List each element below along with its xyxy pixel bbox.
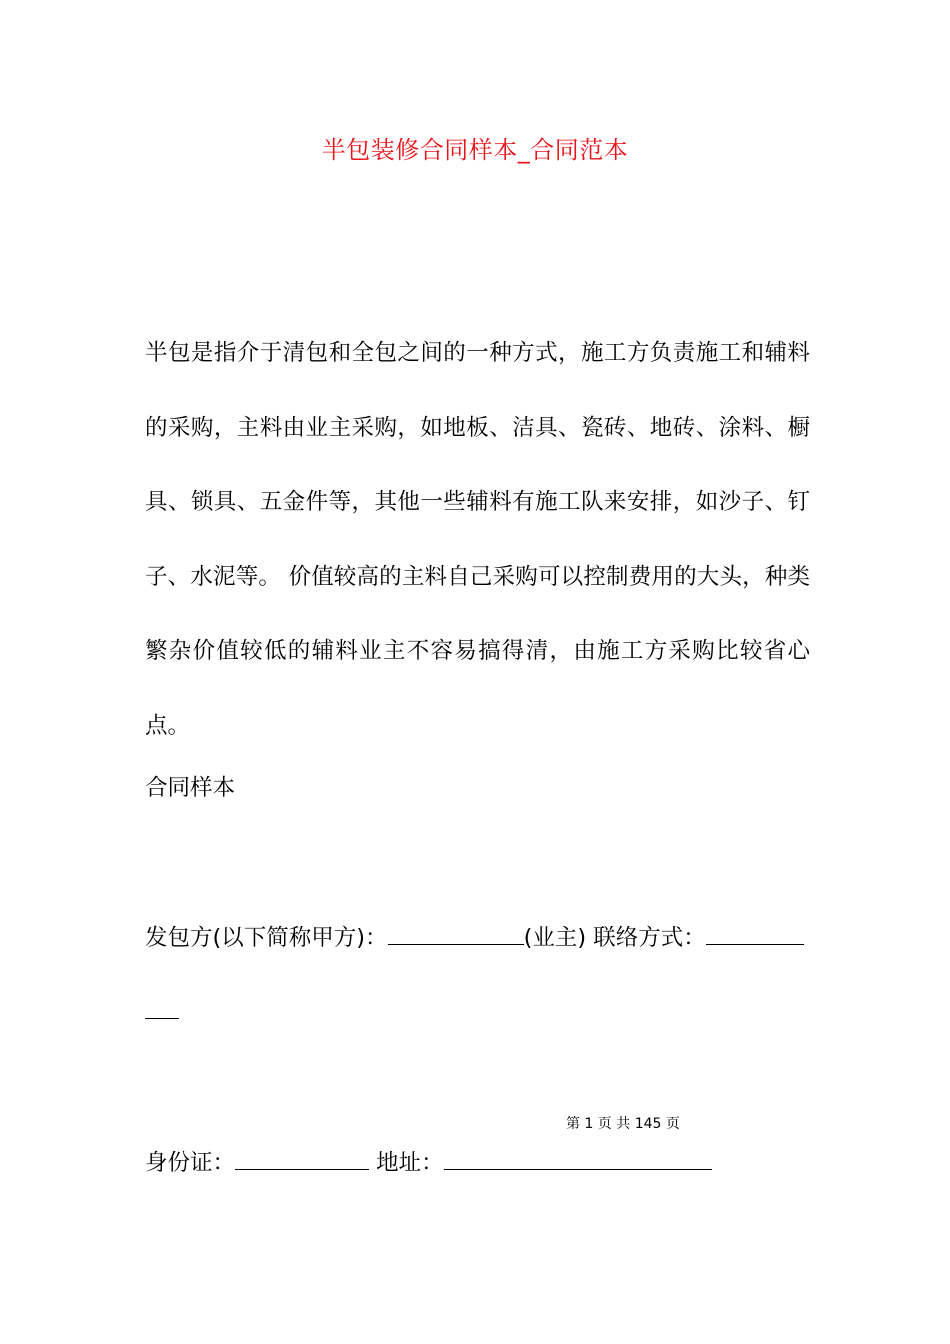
party-a-line (145, 918, 804, 956)
id-label: 身份证： (145, 1150, 236, 1176)
id-address-line (145, 1143, 712, 1181)
document-title: 半包装修合同样本_合同范本 (321, 136, 629, 164)
contact-blank[interactable] (706, 918, 804, 945)
contact-blank-continuation[interactable] (145, 992, 179, 1019)
intro-paragraph: 半包是指介于清包和全包之间的一种方式，施工方负责施工和辅料的采购，主料由业主采购，如地板、洁具、瓷砖、地砖、涂料、橱具、锁具、五金件等，其他一些辅料有施工队来安排，如沙子、钉子、水泥等。 价值较高的主料自己采购可以控制费用的大头，种类繁杂价值较低的辅料业主不容易搞得清，由施工方采购比较省心点。 (145, 340, 810, 739)
id-blank[interactable] (235, 1143, 369, 1170)
section-heading: 合同样本 (145, 775, 236, 801)
address-blank[interactable] (444, 1143, 712, 1170)
contact-continuation-line (145, 992, 179, 1030)
party-a-label: 发包方(以下简称甲方)： (145, 925, 388, 951)
address-label: 地址： (376, 1150, 444, 1176)
page-indicator: 第 1 页 共 145 页 (566, 1116, 680, 1132)
contact-label: 联络方式： (593, 925, 706, 951)
party-a-name-blank[interactable] (388, 918, 524, 945)
owner-note: (业主) (523, 925, 587, 951)
